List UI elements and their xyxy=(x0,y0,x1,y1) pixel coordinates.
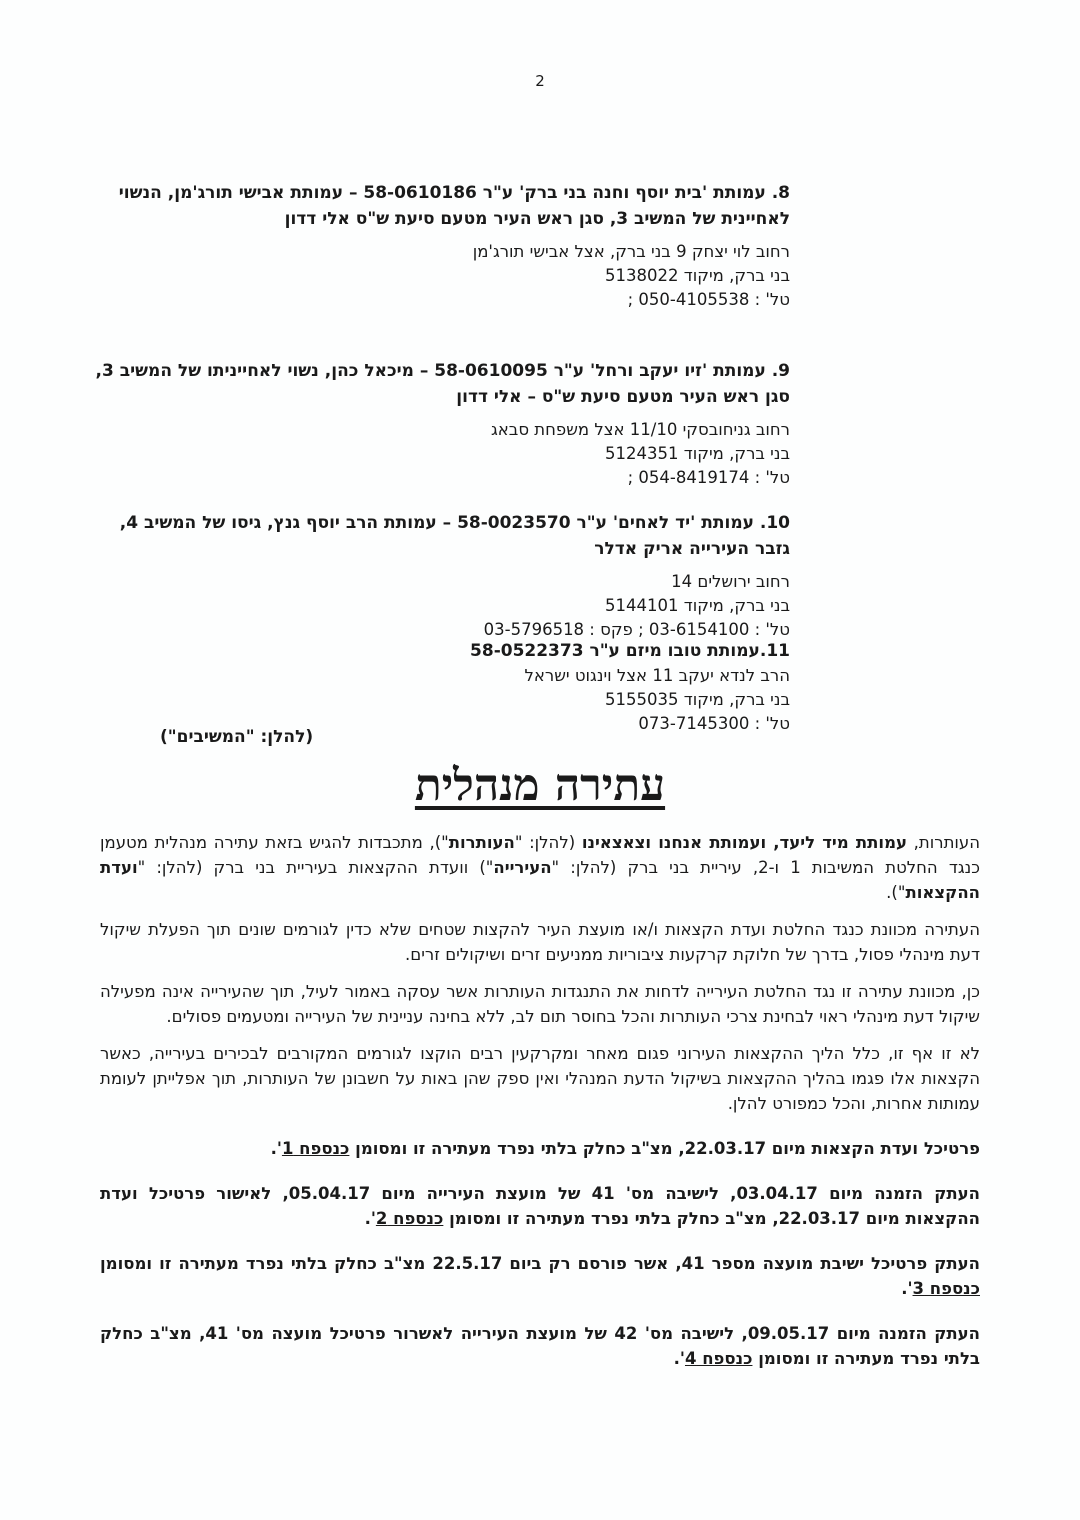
defined-term-petitioners: העותרות xyxy=(448,833,515,852)
exhibit-1 xyxy=(100,1136,980,1161)
exhibit-2 xyxy=(100,1181,980,1231)
respondents-designation: (להלן: "המשיבים") xyxy=(160,727,314,747)
page-number: 2 xyxy=(535,72,545,90)
paragraph-3: כן, מכוונת עתירה זו נגד החלטת העירייה לדחות את התנגדות העותרות אשר עסקה באמור לעיל, תוך שהעירייה אינה מפעילה שיקול דעת מינהלי ראוי לבחינת צרכי העותרות והכל בחוסר תום לב, ללא בחינה עניינית של העירייה ומטעמים פסולים. xyxy=(100,982,980,1026)
respondent-8-heading: 8. עמותת 'בית יוסף וחנה בני ברק' ע"ר 58-0610186 – עמותת אבישי תורג'מן, הנשוי לאחיינית של המשיב 3, סגן ראש העיר מטעם סיעת ש"ס אלי דדון xyxy=(118,183,790,229)
text-run: העותרות, xyxy=(907,833,981,852)
exhibit-2-suffix: '. xyxy=(364,1209,376,1228)
respondent-8-city: בני ברק, מיקוד 5138022 xyxy=(605,266,790,285)
exhibit-4-label: כנספח 4 xyxy=(684,1349,753,1368)
document-title xyxy=(0,760,1080,811)
defined-term-municipality: העירייה xyxy=(493,858,552,877)
petitioners-names: עמותת מיד ליעד, ועמותת אנחנו וצאצאינו xyxy=(581,833,908,852)
text-run: ") וועדת ההקצאות בעיריית בני ברק (להלן: " xyxy=(137,858,494,877)
paragraph-2: העתירה מכוונת כנגד החלטת ועדת הקצאות ו/או מועצת העיר להקצות שטחים שלא כדין לגורמים שונים תוך הפעלת שיקול דעת מינהלי פסול, בדרך של חלוקת קרקעות ציבוריות ממניעים זרים ושיקולים זרים. xyxy=(100,920,980,964)
respondent-9 xyxy=(90,358,790,490)
respondent-10-address: רחוב ירושלים 14 xyxy=(671,572,790,591)
document-title-text: עתירה מנהלית xyxy=(414,760,666,811)
text-run: "), מתכבדות להגיש בזאת עתירה מנהלית מטעמן כנגד החלטת המשיבות 1 ו-2, עיריית בני ברק (להלן: " xyxy=(100,833,980,877)
respondent-8 xyxy=(90,180,790,312)
exhibit-2-text: העתק הזמנה מיום 03.04.17, לישיבה מס' 41 של מועצת העירייה מיום 05.04.17, לאישור פרטיכל ועדת ההקצאות מיום 22.03.17, מצ"ב כחלק בלתי נפרד מעתירה זו ומסומן xyxy=(100,1184,980,1228)
respondent-10-phone: טל' : 03-6154100 ; פקס : 03-5796518 xyxy=(483,620,790,639)
respondent-10-heading: 10. עמותת 'יד לאחים' ע"ר 58-0023570 – עמותת הרב יוסף גנץ, גיסו של המשיב 4, גזבר העירייה אריק אדלר xyxy=(119,513,790,559)
exhibit-4 xyxy=(100,1321,980,1371)
respondent-11 xyxy=(90,638,790,736)
exhibit-3 xyxy=(100,1251,980,1301)
text-run: (להלן: " xyxy=(514,833,582,852)
respondent-10 xyxy=(90,510,790,642)
respondent-8-phone: טל' : 050-4105538 ; xyxy=(627,290,790,309)
respondent-11-address: הרב לנדא יעקב 11 אצל וינגוט ישראל xyxy=(524,666,790,685)
exhibit-3-text: העתק פרטיכל ישיבת מועצה מספר 41, אשר פורסם רק ביום 22.5.17 מצ"ב כחלק בלתי נפרד מעתירה זו ומסומן xyxy=(100,1254,980,1273)
respondent-11-heading: 11.עמותת טובו מיזם ע"ר 58-0522373 xyxy=(470,641,790,661)
respondent-11-city: בני ברק, מיקוד 5155035 xyxy=(605,690,790,709)
respondent-9-address: רחוב גניחובסקי 11/10 אצל משפחת סבאג xyxy=(490,420,790,439)
paragraph-intro xyxy=(100,830,980,905)
paragraph-4: לא זו אף זו, כלל הליך ההקצאות העירוני פגום מאחר ומקרקעין רבים הוקצו לגורמים המקורבים לבכירים בעירייה, כאשר הקצאות אלו פגמו בהליך ההקצאות בשיקול הדעת המנהלי ואין ספק שהן באות על חשבונן של העותרות, תוך אפלייתן לעומת עמותות אחרות, והכל כמפורט להלן. xyxy=(100,1044,980,1113)
exhibit-3-suffix: '. xyxy=(901,1279,913,1298)
exhibit-4-text: העתק הזמנה מיום 09.05.17, לישיבה מס' 42 של מועצת העירייה לאשרור פרטיכל מועצה מס' 41, מצ"ב כחלק בלתי נפרד מעתירה זו ומסומן xyxy=(100,1324,980,1368)
respondent-9-heading: 9. עמותת 'זיו יעקב ורחל' ע"ר 58-0610095 – מיכאל כהן, נשוי לאחייניתו של המשיב 3, סגן ראש העיר מטעם סיעת ש"ס – אלי דדון xyxy=(95,361,790,407)
respondent-8-address: רחוב לוי יצחק 9 בני ברק, אצל אבישי תורג'מן xyxy=(472,242,790,261)
respondent-9-phone: טל' : 054-8419174 ; xyxy=(627,468,790,487)
respondent-9-city: בני ברק, מיקוד 5124351 xyxy=(605,444,790,463)
exhibit-4-suffix: '. xyxy=(673,1349,685,1368)
exhibit-1-text: פרטיכל ועדת הקצאות מיום 22.03.17, מצ"ב כחלק בלתי נפרד מעתירה זו ומסומן xyxy=(349,1139,980,1158)
exhibit-1-label: כנספח 1 xyxy=(281,1139,350,1158)
exhibit-2-label: כנספח 2 xyxy=(375,1209,444,1228)
exhibit-1-suffix: '. xyxy=(270,1139,282,1158)
respondent-10-city: בני ברק, מיקוד 5144101 xyxy=(605,596,790,615)
text-run: "). xyxy=(886,883,906,902)
defined-term-committee: ועדת ההקצאות xyxy=(100,858,980,902)
petition-body xyxy=(100,830,980,1391)
respondent-11-phone: טל' : 073-7145300 xyxy=(638,714,790,733)
exhibit-3-label: כנספח 3 xyxy=(912,1279,980,1298)
